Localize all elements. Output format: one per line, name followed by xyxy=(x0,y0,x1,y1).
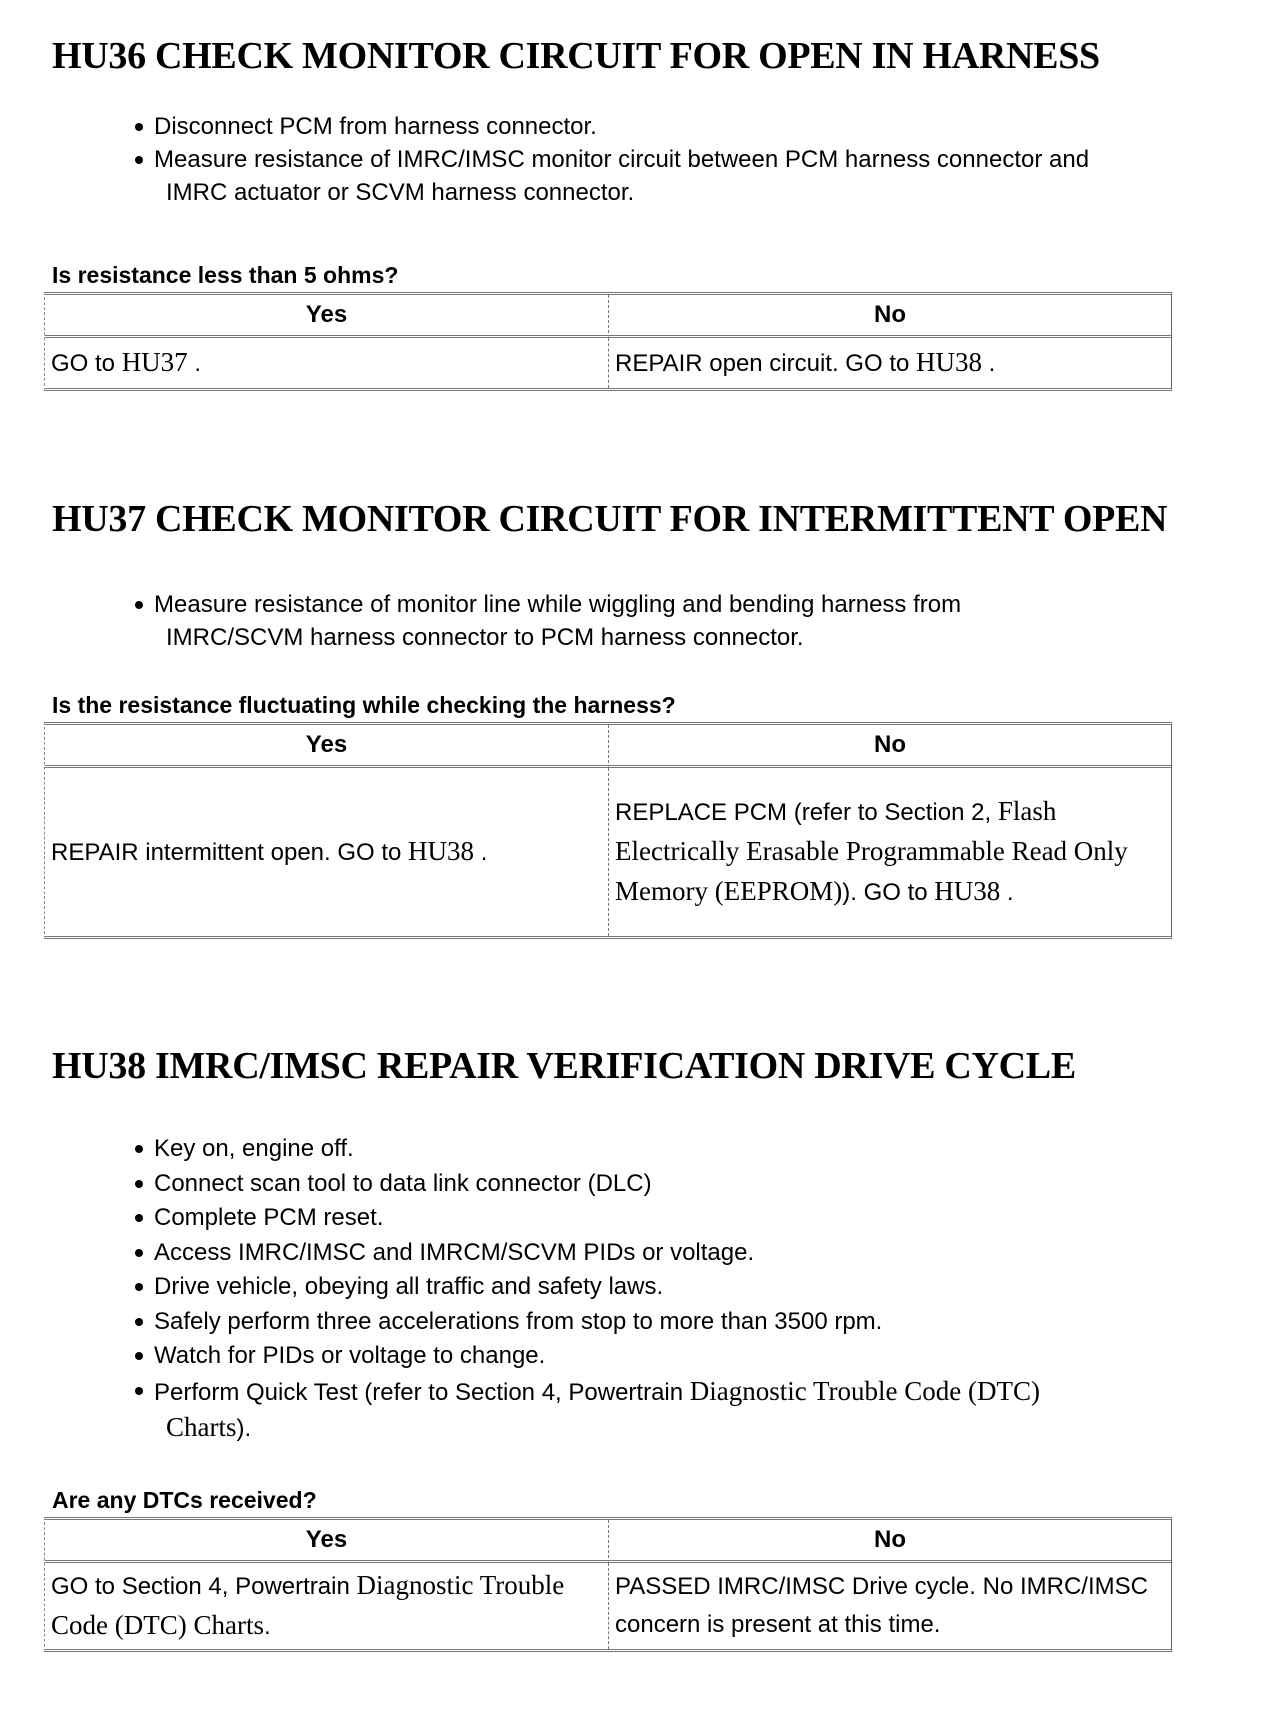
list-item xyxy=(132,1305,1040,1340)
bullet-icon xyxy=(135,1214,143,1222)
yes-action-cell: GO to HU37 . xyxy=(51,347,202,377)
yes-action-cell: GO to Section 4, Powertrain Diagnostic Trouble Code (DTC) Charts. xyxy=(51,1570,565,1640)
bullet-icon xyxy=(135,1145,143,1153)
link-flash-eeprom[interactable]: Flash Electrically Erasable Programmable Read Only Memory (EEPROM) xyxy=(615,796,1128,906)
bullet-icon xyxy=(135,1387,143,1395)
step-text: Measure resistance of monitor line while wiggling and bending harness from xyxy=(154,591,962,618)
question-label: Are any DTCs received? xyxy=(52,1487,317,1513)
list-item xyxy=(132,1201,1040,1236)
step-text: Perform Quick Test (refer to Section 4, Powertrain xyxy=(154,1378,690,1406)
link-hu37[interactable]: HU37 xyxy=(121,347,188,377)
link-dtc-charts[interactable]: Diagnostic Trouble Code (DTC) Charts xyxy=(51,1570,565,1640)
step-list xyxy=(132,110,1089,209)
step-text: Safely perform three accelerations from stop to more than 3500 rpm. xyxy=(154,1307,883,1335)
section-heading: HU37 CHECK MONITOR CIRCUIT FOR INTERMITTENT OPEN xyxy=(52,498,1168,540)
step-text: Connect scan tool to data link connector (DLC) xyxy=(154,1169,652,1197)
list-item xyxy=(132,1167,1040,1202)
column-header-yes: Yes xyxy=(45,725,608,768)
no-action-cell: REPLACE PCM (refer to Section 2, Flash Electrically Erasable Programmable Read Only Memory (EEPROM)). GO to HU38 . xyxy=(608,768,1171,936)
step-text: Drive vehicle, obeying all traffic and safety laws. xyxy=(154,1273,664,1300)
list-item xyxy=(132,1339,1040,1374)
link-hu38[interactable]: HU38 xyxy=(408,836,475,866)
link-dtc-charts[interactable]: Diagnostic Trouble Code (DTC) xyxy=(689,1375,1041,1406)
no-action-cell: PASSED IMRC/IMSC Drive cycle. No IMRC/IMSC concern is present at this time. xyxy=(608,1563,1171,1649)
bullet-icon xyxy=(135,1180,143,1188)
section-heading: HU36 CHECK MONITOR CIRCUIT FOR OPEN IN HARNESS xyxy=(52,35,1100,77)
decision-table xyxy=(44,722,1172,939)
list-item xyxy=(132,1374,1040,1447)
decision-table xyxy=(44,1517,1172,1652)
bullet-icon xyxy=(135,156,143,164)
column-header-no: No xyxy=(608,295,1171,338)
step-text-continued: Charts). xyxy=(166,1412,252,1442)
no-action-cell: REPAIR open circuit. GO to HU38 . xyxy=(608,338,1171,388)
bullet-icon xyxy=(135,1283,143,1291)
step-text-continued: IMRC actuator or SCVM harness connector. xyxy=(166,179,635,206)
bullet-icon xyxy=(135,123,143,131)
decision-table xyxy=(44,292,1172,391)
list-item xyxy=(132,143,1089,209)
column-header-yes: Yes xyxy=(45,1520,608,1563)
section-heading: HU38 IMRC/IMSC REPAIR VERIFICATION DRIVE CYCLE xyxy=(52,1045,1076,1087)
question-label: Is resistance less than 5 ohms? xyxy=(52,262,399,288)
bullet-icon xyxy=(135,1318,143,1326)
step-text: Disconnect PCM from harness connector. xyxy=(154,113,597,140)
link-hu38[interactable]: HU38 xyxy=(934,876,1001,906)
yes-action-cell: REPAIR intermittent open. GO to HU38 . xyxy=(51,836,488,866)
step-list xyxy=(132,588,961,654)
bullet-icon xyxy=(135,601,143,609)
step-text: Access IMRC/IMSC and IMRCM/SCVM PIDs or voltage. xyxy=(154,1238,755,1266)
link-dtc-charts-cont[interactable]: Charts xyxy=(166,1412,237,1442)
list-item xyxy=(132,110,1089,143)
table-row xyxy=(45,338,1171,388)
step-list xyxy=(132,1132,1040,1447)
table-header-row xyxy=(45,295,1171,338)
list-item xyxy=(132,1270,1040,1305)
table-header-row xyxy=(45,725,1171,768)
list-item xyxy=(132,1132,1040,1167)
bullet-icon xyxy=(135,1352,143,1360)
table-header-row xyxy=(45,1520,1171,1563)
list-item xyxy=(132,1236,1040,1271)
column-header-no: No xyxy=(608,1520,1171,1563)
step-text: Watch for PIDs or voltage to change. xyxy=(154,1342,546,1369)
bullet-icon xyxy=(135,1249,143,1257)
link-hu38[interactable]: HU38 xyxy=(916,347,982,377)
question-label: Is the resistance fluctuating while checking the harness? xyxy=(52,692,676,718)
step-text: Key on, engine off. xyxy=(154,1135,354,1162)
column-header-no: No xyxy=(608,725,1171,768)
table-row xyxy=(45,1563,1171,1649)
table-row xyxy=(45,768,1171,936)
step-text: Measure resistance of IMRC/IMSC monitor circuit between PCM harness connector and xyxy=(154,146,1090,173)
step-text-continued: IMRC/SCVM harness connector to PCM harness connector. xyxy=(166,624,804,651)
list-item xyxy=(132,588,961,654)
step-text: Complete PCM reset. xyxy=(154,1204,384,1231)
column-header-yes: Yes xyxy=(45,295,608,338)
